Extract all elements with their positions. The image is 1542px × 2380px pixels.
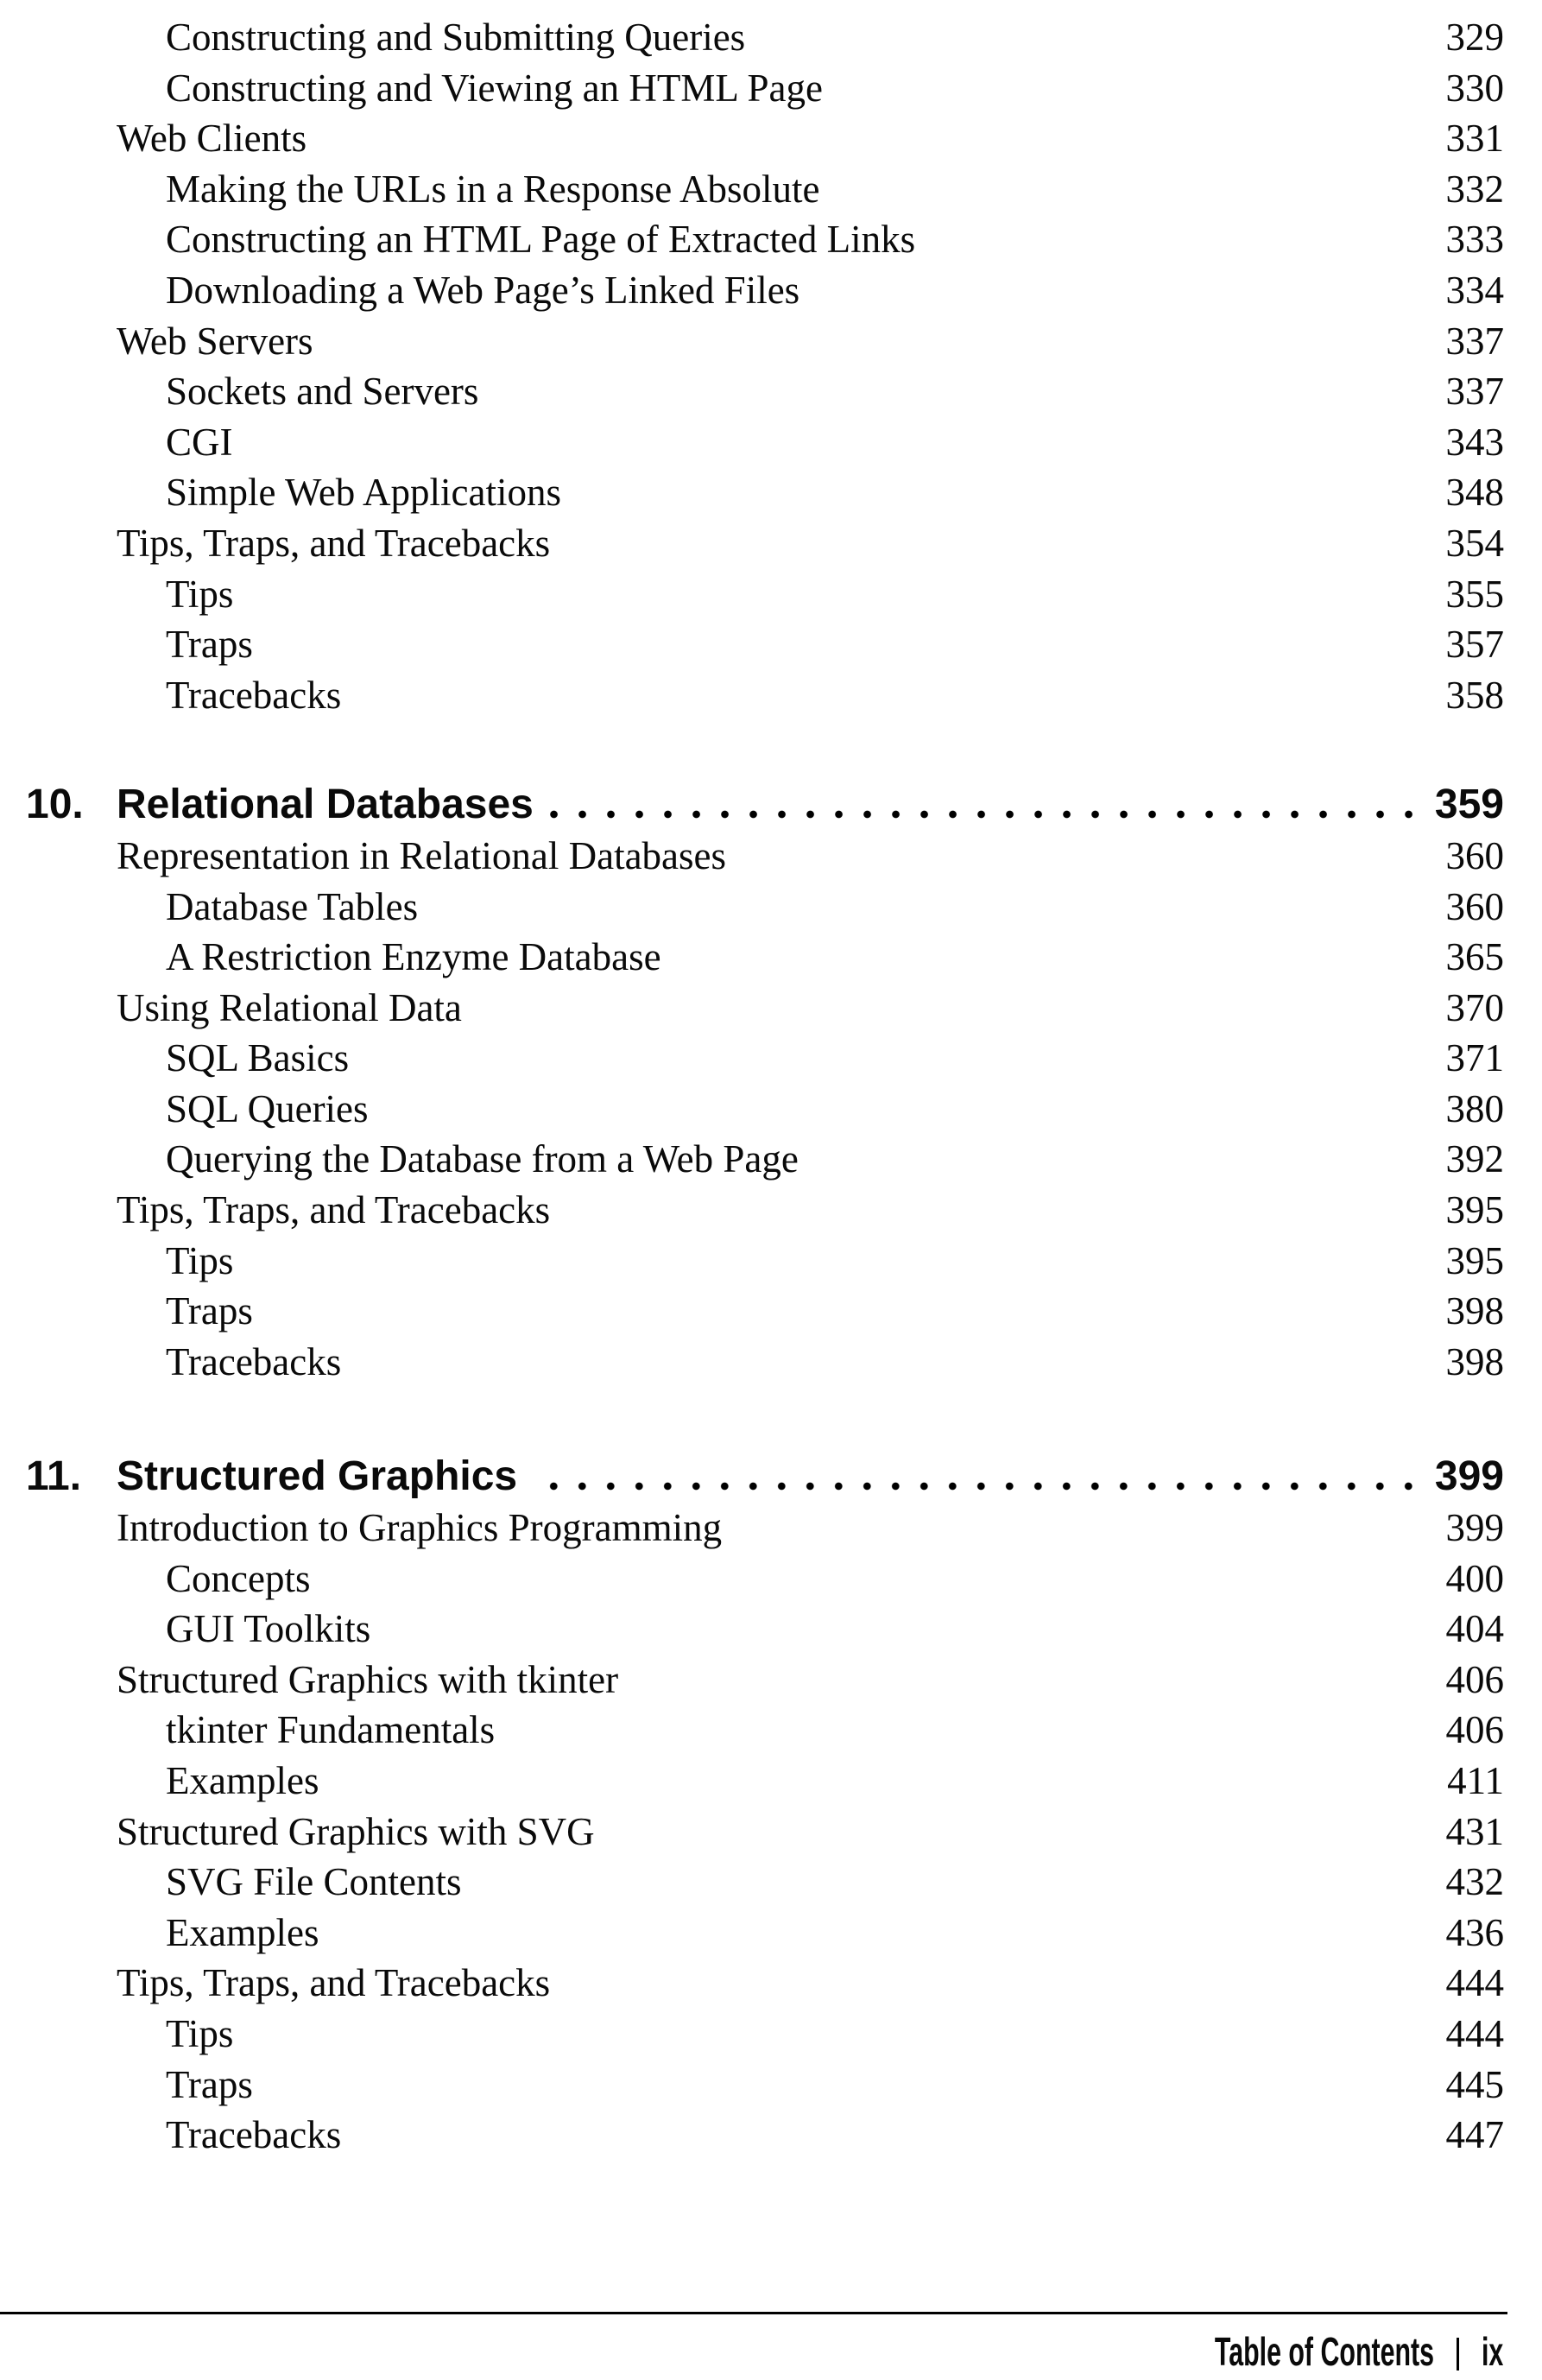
- toc-entry-page: 398: [1445, 1289, 1504, 1333]
- toc-entry-title: Downloading a Web Page’s Linked Files: [166, 268, 800, 312]
- toc-entry: [0, 1958, 1542, 2009]
- toc-entry-title: A Restriction Enzyme Database: [166, 935, 661, 979]
- toc-entry-page: 445: [1445, 2062, 1504, 2106]
- chapter-title: Relational Databases: [117, 782, 534, 828]
- toc-entry-page: 331: [1445, 117, 1504, 161]
- toc-entry-title: Examples: [166, 1910, 319, 1954]
- toc-entry-title: Tips, Traps, and Tracebacks: [117, 1961, 551, 2005]
- toc-entry: [0, 113, 1542, 164]
- toc-entry-title: Traps: [166, 623, 253, 667]
- toc-entry: [0, 1084, 1542, 1135]
- toc-entry-title: Tips: [166, 572, 234, 616]
- toc-entry-title: SVG File Contents: [166, 1860, 462, 1904]
- toc-entry-page: 444: [1445, 1961, 1504, 2005]
- chapter-10-section: [0, 780, 1542, 1387]
- toc-entry-page: 360: [1445, 833, 1504, 877]
- toc-entry-title: Tips, Traps, and Tracebacks: [117, 1188, 551, 1232]
- toc-entry: [0, 1286, 1542, 1337]
- toc-entry-title: Constructing an HTML Page of Extracted Links: [166, 218, 916, 262]
- toc-entry: [0, 518, 1542, 569]
- toc-entry-title: Traps: [166, 2062, 253, 2106]
- toc-entry-title: Examples: [166, 1759, 319, 1802]
- toc-entry-title: Structured Graphics with tkinter: [117, 1657, 619, 1701]
- toc-entry-page: 406: [1445, 1708, 1504, 1752]
- toc-entry-title: Tracebacks: [166, 2113, 342, 2157]
- toc-entry: [0, 1033, 1542, 1084]
- toc-entry-page: 398: [1445, 1339, 1504, 1383]
- toc-entry-page: 436: [1445, 1910, 1504, 1954]
- toc-entry-page: 406: [1445, 1657, 1504, 1701]
- toc-entry: [0, 316, 1542, 367]
- toc-entry-title: Simple Web Applications: [166, 471, 562, 515]
- toc-entry-title: Web Clients: [117, 117, 307, 161]
- toc-entry: [0, 2060, 1542, 2111]
- toc-entry-page: 333: [1445, 218, 1504, 262]
- toc-entry-title: GUI Toolkits: [166, 1607, 371, 1651]
- toc-entry-page: 337: [1445, 370, 1504, 414]
- footer-section-label: Table of Contents: [1214, 2329, 1434, 2374]
- toc-entry-title: Tips: [166, 1238, 234, 1282]
- toc-entry: [0, 12, 1542, 63]
- toc-entry: [0, 1134, 1542, 1185]
- toc-entry-page: 371: [1445, 1036, 1504, 1080]
- toc-entry-page: 370: [1445, 985, 1504, 1029]
- toc-entry: [0, 983, 1542, 1034]
- toc-entry-page: 392: [1445, 1137, 1504, 1181]
- chapter-heading: [0, 1452, 1542, 1503]
- toc-entry: [0, 831, 1542, 882]
- toc-entry: [0, 1705, 1542, 1756]
- toc-entry: [0, 569, 1542, 620]
- footer-separator: [1457, 2338, 1459, 2371]
- toc-entry-title: Introduction to Graphics Programming: [117, 1506, 723, 1550]
- toc-entry-page: 355: [1445, 572, 1504, 616]
- toc-entry: [0, 164, 1542, 215]
- toc-content: [0, 12, 1542, 2161]
- toc-entry-page: 360: [1445, 884, 1504, 928]
- toc-entry: [0, 1503, 1542, 1554]
- toc-entry-title: Constructing and Submitting Queries: [166, 16, 746, 59]
- toc-entry: [0, 214, 1542, 265]
- toc-entry-title: Using Relational Data: [117, 985, 462, 1029]
- chapter-heading: [0, 780, 1542, 831]
- toc-entry-page: 400: [1445, 1556, 1504, 1600]
- toc-entry-page: 395: [1445, 1238, 1504, 1282]
- toc-entry-page: 357: [1445, 623, 1504, 667]
- toc-entry: [0, 2110, 1542, 2161]
- toc-entry-title: SQL Basics: [166, 1036, 350, 1080]
- dot-leader: [533, 1452, 1423, 1503]
- toc-entry-title: Tracebacks: [166, 1339, 342, 1383]
- toc-entry: [0, 1655, 1542, 1706]
- toc-entry: [0, 882, 1542, 933]
- toc-entry-page: 348: [1445, 471, 1504, 515]
- toc-entry: [0, 366, 1542, 417]
- toc-entry-title: Tracebacks: [166, 673, 342, 717]
- chapter-page: 359: [1434, 782, 1504, 828]
- toc-entry: [0, 63, 1542, 114]
- toc-entry-page: 399: [1445, 1506, 1504, 1550]
- chapter-11-section: [0, 1452, 1542, 2160]
- toc-entry-page: 358: [1445, 673, 1504, 717]
- toc-entry-title: Structured Graphics with SVG: [117, 1809, 595, 1853]
- toc-entry: [0, 1857, 1542, 1908]
- toc-entry: [0, 1807, 1542, 1858]
- toc-entry: [0, 417, 1542, 468]
- toc-entry-page: 330: [1445, 66, 1504, 110]
- toc-entry-page: 395: [1445, 1188, 1504, 1232]
- toc-entry-title: CGI: [166, 420, 233, 464]
- toc-entry-page: 334: [1445, 268, 1504, 312]
- toc-entry-title: Database Tables: [166, 884, 419, 928]
- toc-entry-title: Tips: [166, 2011, 234, 2055]
- toc-entry: [0, 265, 1542, 316]
- chapter-page: 399: [1434, 1453, 1504, 1500]
- toc-entry-page: 343: [1445, 420, 1504, 464]
- chapter-9-continuation-section: [0, 12, 1542, 720]
- toc-entry-page: 380: [1445, 1086, 1504, 1130]
- toc-entry-title: Sockets and Servers: [166, 370, 479, 414]
- toc-entry-page: 411: [1447, 1759, 1504, 1802]
- toc-entry: [0, 1185, 1542, 1236]
- toc-entry: [0, 1604, 1542, 1655]
- toc-entry-title: Constructing and Viewing an HTML Page: [166, 66, 823, 110]
- toc-entry: [0, 619, 1542, 670]
- toc-entry: [0, 1236, 1542, 1287]
- toc-entry-page: 404: [1445, 1607, 1504, 1651]
- toc-entry-title: Representation in Relational Databases: [117, 833, 727, 877]
- toc-entry-page: 447: [1445, 2113, 1504, 2157]
- toc-entry: [0, 467, 1542, 518]
- chapter-title: Structured Graphics: [117, 1453, 518, 1500]
- toc-entry: [0, 670, 1542, 721]
- toc-entry: [0, 1337, 1542, 1388]
- toc-entry-page: 432: [1445, 1860, 1504, 1904]
- footer-page-number: ix: [1481, 2329, 1503, 2374]
- dot-leader: [549, 780, 1423, 831]
- toc-entry-title: Web Servers: [117, 319, 313, 363]
- toc-entry: [0, 2009, 1542, 2060]
- toc-entry-page: 337: [1445, 319, 1504, 363]
- toc-entry: [0, 1756, 1542, 1807]
- toc-entry-title: Querying the Database from a Web Page: [166, 1137, 799, 1181]
- toc-entry-page: 354: [1445, 521, 1504, 565]
- toc-entry-title: Tips, Traps, and Tracebacks: [117, 521, 551, 565]
- toc-entry-page: 365: [1445, 935, 1504, 979]
- toc-entry-page: 329: [1445, 16, 1504, 59]
- chapter-number: 10.: [26, 782, 84, 828]
- toc-entry-title: Making the URLs in a Response Absolute: [166, 167, 820, 211]
- toc-entry-page: 332: [1445, 167, 1504, 211]
- toc-entry-page: 431: [1445, 1809, 1504, 1853]
- page-footer: [1102, 2326, 1514, 2377]
- toc-entry-title: Concepts: [166, 1556, 311, 1600]
- toc-entry: [0, 1908, 1542, 1959]
- toc-entry-title: SQL Queries: [166, 1086, 369, 1130]
- footer-rule: [0, 2312, 1507, 2314]
- chapter-number: 11.: [26, 1453, 82, 1500]
- toc-entry-title: tkinter Fundamentals: [166, 1708, 496, 1752]
- toc-entry: [0, 932, 1542, 983]
- toc-entry: [0, 1554, 1542, 1605]
- toc-entry-title: Traps: [166, 1289, 253, 1333]
- toc-entry-page: 444: [1445, 2011, 1504, 2055]
